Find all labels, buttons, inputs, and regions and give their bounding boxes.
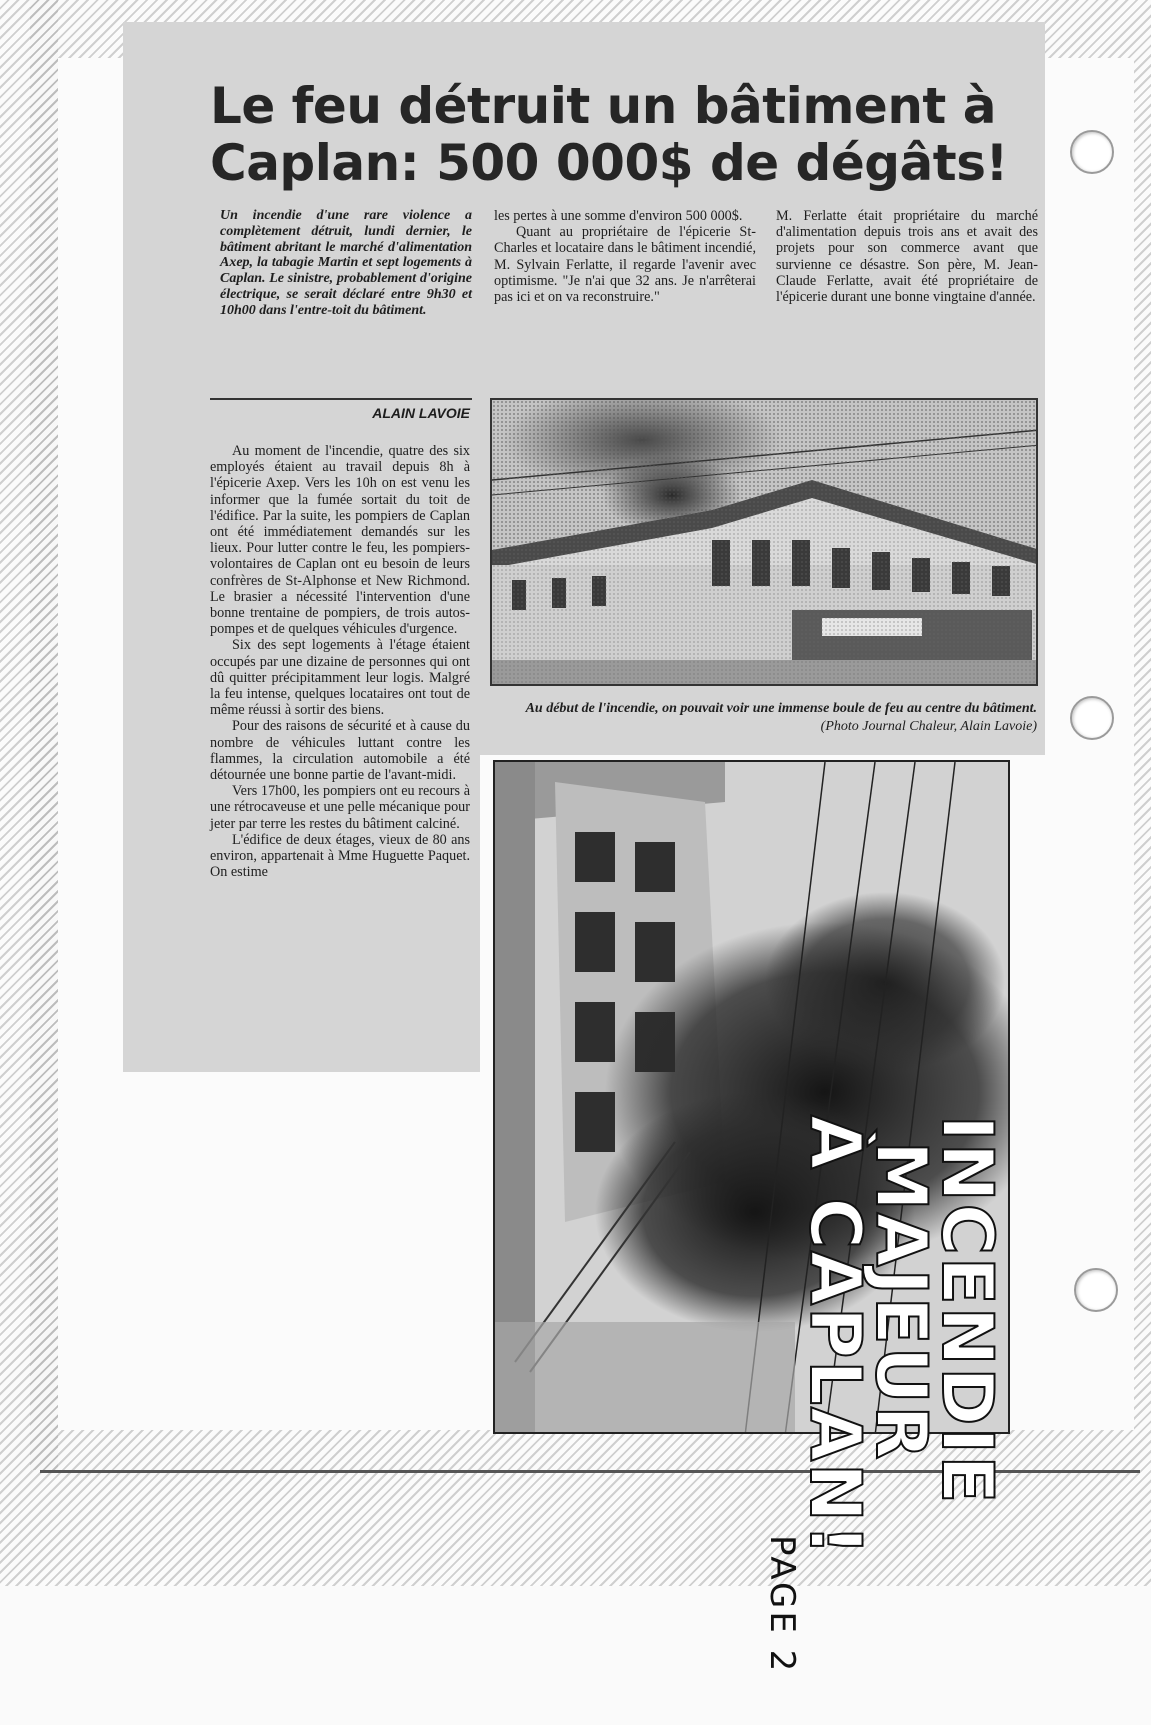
punch-hole-bottom [1074,1268,1118,1312]
fire-photo-image [492,400,1038,686]
photo-caption [492,700,1037,736]
promo-page-ref: PAGE 2 [762,1535,802,1675]
paragraph: les pertes à une somme d'environ 500 000$. [494,208,743,224]
article-column-2 [494,208,756,305]
fire-photo [490,398,1038,686]
paragraph: L'édifice de deux étages, vieux de 80 ans environ, appartenait à Mme Huguette Paquet. On estime [210,831,470,881]
punch-hole-top [1070,130,1114,174]
promo-line-2: MAJEUR [860,1141,942,1462]
article-column-3 [776,208,1038,305]
caption-text: Au début de l'incendie, on pouvait voir une immense boule de feu au centre du bâtiment. [525,701,1037,716]
photo-credit: (Photo Journal Chaleur, Alain Lavoie) [820,719,1037,734]
promo-line-3: À CAPLAN! [794,1115,876,1558]
promo-headline [750,1115,1008,1725]
article-lede: Un incendie d'une rare violence a complètement détruit, lundi dernier, le bâtiment abritant le marché d'alimentation Axep, la tabagie Martin et sept logements à Caplan. Le sinistre, probablement d'origine électrique, se serait déclaré entre 9h30 et 10h00 dans l'entre-toit du bâtiment. [220,208,472,318]
paragraph: Six des sept logements à l'étage étaient occupés par une dizaine de personnes qui ont dû quitter précipitamment leur logis. Malgré la feu intense, quelques locataires ont tout de même réussi à sortir des biens. [210,637,470,719]
article-byline: ALAIN LAVOIE [372,405,470,421]
article-column-1 [210,443,470,880]
paragraph: M. Ferlatte était propriétaire du marché d'alimentation depuis trois ans et avait des projets pour son commerce avant que survienne ce désastre. Son père, M. Jean-Claude Ferlatte, avait été propriétaire de l'épicerie durant une bonne vingtaine d'année. [776,208,1038,306]
byline-rule [210,398,472,400]
paragraph: Vers 17h00, les pompiers ont eu recours à une rétrocaveuse et une pelle mécanique pour jeter par terre les restes du bâtiment calciné. [210,783,470,832]
sheet-margin-hatch [30,0,58,1470]
paragraph: Pour des raisons de sécurité et à cause du nombre de véhicules luttant contre les flammes, la circulation automobile a été détournée une bonne partie de l'avant-midi. [210,718,470,784]
paragraph: Au moment de l'incendie, quatre des six employés étaient au travail depuis 8h à l'épicerie Axep. Vers les 10h on est venu les informer que la fumée sortait du toit de l'édifice. Par la suite, les pompiers de Caplan ont été immédiatement demandés sur les lieux. Pour lutter contre le feu, les pompiers-volontaires de Caplan ont eu besoin de leurs confrères de St-Alphonse et New Richmond. Le brasier a nécessité l'intervention d'une bonne trentaine de pompiers, de trois autos-pompes et de quelques véhicules d'urgence. [210,443,470,638]
punch-hole-middle [1070,696,1114,740]
promo-line-1: INCENDIE [926,1115,1008,1506]
paragraph: Quant au propriétaire de l'épicerie St-Charles et locataire dans le bâtiment incendié, M. Sylvain Ferlatte, il regarde l'avenir avec optimisme. "Je n'ai que 32 ans. Je n'arrêterai pas ici et on va reconstruire." [494,224,756,306]
article-headline: Le feu détruit un bâtiment à Caplan: 500 000$ de dégâts! [210,77,1008,192]
